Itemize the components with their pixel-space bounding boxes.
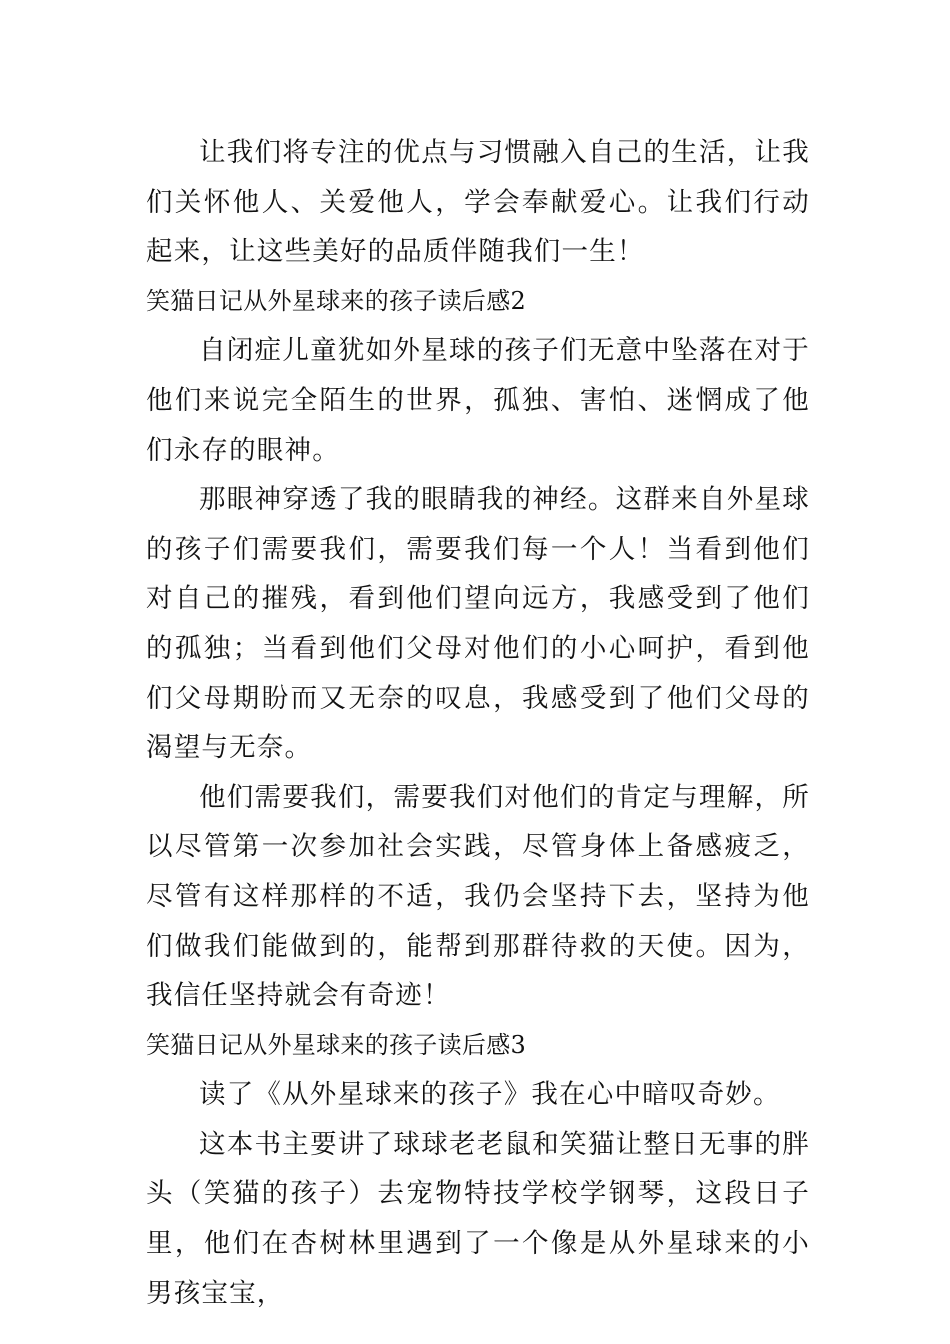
section-heading-3: 笑猫日记从外星球来的孩子读后感3 [146, 1030, 527, 1059]
paragraph-autism: 自闭症儿童犹如外星球的孩子们无意中坠落在对于他们来说完全陌生的世界，孤独、害怕、迷惘成了他们永存的眼神。 [146, 335, 810, 466]
paragraph-eyes: 那眼神穿透了我的眼睛我的神经。这群来自外星球的孩子们需要我们，需要我们每一个人！当看到他们对自己的摧残，看到他们望向远方，我感受到了他们的孤独；当看到他们父母对他们的小心呵护，看到他们父母期盼而又无奈的叹息，我感受到了他们父母的渴望与无奈。 [146, 484, 810, 764]
paragraph-persist: 他们需要我们，需要我们对他们的肯定与理解，所以尽管第一次参加社会实践，尽管身体上备感疲乏，尽管有这样那样的不适，我仍会坚持下去，坚持为他们做我们能做到的，能帮到那群待救的天使。因为，我信任坚持就会有奇迹！ [146, 781, 810, 1012]
paragraph-reading: 读了《从外星球来的孩子》我在心中暗叹奇妙。 [199, 1079, 781, 1111]
document-body [146, 128, 810, 1318]
paragraph-summary: 这本书主要讲了球球老老鼠和笑猫让整日无事的胖头（笑猫的孩子）去宠物特技学校学钢琴，这段日子里，他们在杏树林里遇到了一个像是从外星球来的小男孩宝宝， [146, 1128, 810, 1309]
section-heading-2: 笑猫日记从外星球来的孩子读后感2 [146, 286, 527, 315]
paragraph-intro-closing: 让我们将专注的优点与习惯融入自己的生活，让我们关怀他人、关爱他人，学会奉献爱心。让我们行动起来，让这些美好的品质伴随我们一生！ [146, 137, 810, 268]
